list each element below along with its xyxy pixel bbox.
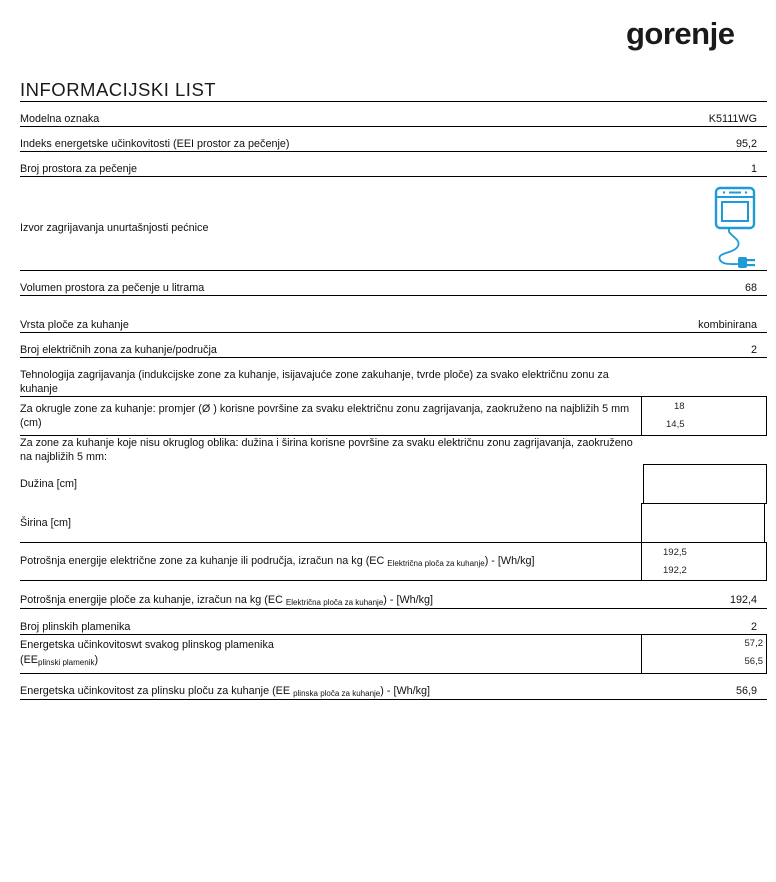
row-divider (20, 634, 767, 635)
row-value-volume: 68 (744, 282, 757, 294)
row-divider (20, 542, 767, 543)
row-label-ee-gas-burner: Energetska učinkovitoswt svakog plinskog plamenika (20, 639, 274, 651)
row-label-cavities: Broj prostora za pečenje (20, 163, 138, 175)
row-divider (20, 270, 767, 271)
row-label-volume: Volumen prostora za pečenje u litrama (20, 282, 205, 294)
length-value-box (643, 464, 767, 504)
round-zones-value-box (641, 396, 767, 436)
page-title: INFORMACIJSKI LIST (20, 79, 217, 100)
row-label-width: Širina [cm] (20, 517, 71, 529)
ee-burner-divider (641, 634, 642, 674)
row-value-eei: 95,2 (735, 138, 757, 150)
ec-zone-divider (766, 542, 767, 581)
row-divider (20, 151, 767, 152)
row-value-gas-burners: 2 (750, 621, 757, 633)
ec-zone-value-1: 192,5 (663, 547, 687, 558)
row-divider (20, 580, 767, 581)
row-label-ec-electric-zone: Potrošnja energije električne zone za kuhanje ili područja, izračun na kg (EC $_{Električna ploča za kuhanje}$) - [Wh/kg] (20, 555, 535, 568)
row-label-heat-source: Izvor zagrijavanja unurtašnjosti pećnice (20, 222, 209, 234)
row-label-heating-technology: Tehnologija zagrijavanja (indukcijske zone za kuhanje, isijavajuće zone zakuhanje, tvrde ploče) za svako električnu zonu za kuhanje (20, 369, 609, 395)
ee-burner-divider (766, 634, 767, 674)
electric-oven-icon (714, 186, 758, 268)
row-value-hob-type: kombinirana (698, 319, 757, 331)
row-value-model: K5111WG (708, 113, 757, 125)
width-value-box (641, 503, 765, 543)
row-label-length: Dužina [cm] (20, 478, 77, 490)
row-value-cavities: 1 (750, 163, 757, 175)
row-label-hob-type: Vrsta ploče za kuhanje (20, 319, 129, 331)
row-label-ec-hob: Potrošnja energije ploče za kuhanje, izračun na kg (EC $_{Električna ploča za kuhanje}$) - [Wh/kg] (20, 594, 434, 607)
ee-burner-value-2: 56,5 (744, 656, 763, 667)
row-divider (20, 673, 767, 674)
row-divider (20, 126, 767, 127)
row-label-ee-gas-burner-line2: $(EE_{plinski plamenik})$ (20, 654, 99, 667)
ec-zone-divider (641, 542, 642, 581)
round-zone-diameter-1: 18 (674, 401, 685, 412)
row-label-gas-burners: Broj plinskih plamenika (20, 621, 131, 633)
row-label-non-round-zones: Za zone za kuhanje koje nisu okruglog oblika: dužina i širina korisne površine za svaku električnu zonu zagrijavanja, zaokruženo na najbližih 5 mm: (20, 437, 633, 463)
row-value-electric-zones: 2 (750, 344, 757, 356)
title-rule (20, 101, 767, 102)
row-divider (20, 295, 767, 296)
row-value-ec-hob: 192,4 (729, 594, 757, 606)
row-label-eei: Indeks energetske učinkovitosti (EEI prostor za pečenje) (20, 138, 290, 150)
row-divider (20, 332, 767, 333)
row-divider (20, 357, 767, 358)
row-label-round-zones: Za okrugle zone za kuhanje: promjer (Ø ) korisne površine za svaku električnu zonu zagrijavanja, zaokruženo na najbližih 5 mm (cm) (20, 403, 630, 429)
row-label-electric-zones: Broj električnih zona za kuhanje/područja (20, 344, 217, 356)
row-value-ee-gas-hob: 56,9 (735, 685, 757, 697)
round-zone-diameter-2: 14,5 (666, 419, 685, 430)
ec-zone-value-2: 192,2 (663, 565, 687, 576)
row-divider (20, 176, 767, 177)
row-divider (20, 608, 767, 609)
row-label-ee-gas-hob: Energetska učinkovitost za plinsku ploču za kuhanje (EE $_{plinska ploča za kuhanje}$) - [Wh/kg] (20, 685, 431, 698)
gorenje-logo: gorenje (626, 16, 735, 51)
ee-burner-value-1: 57,2 (744, 638, 763, 649)
row-label-model: Modelna oznaka (20, 113, 100, 125)
row-divider (20, 699, 767, 700)
